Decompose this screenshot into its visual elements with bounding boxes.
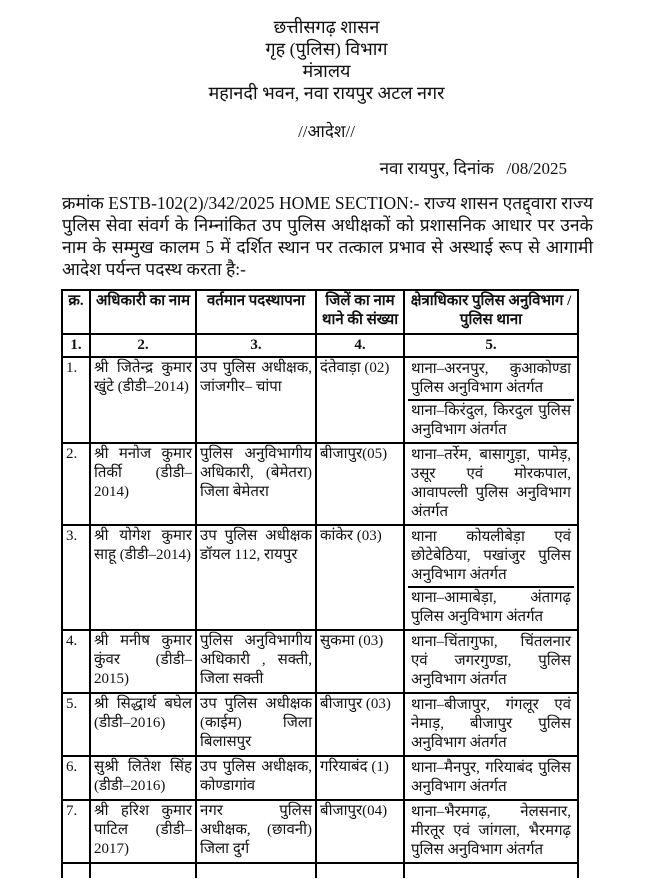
table-row xyxy=(62,357,578,443)
cell-officer-name: श्री जितेन्द्र कुमार खुंटे (डीडी–2014) xyxy=(90,357,196,443)
cell-serial: 6. xyxy=(62,756,90,800)
cell-officer-name: श्री मनीष कुमार कुंवर (डीडी–2015) xyxy=(90,630,196,693)
jurisdiction-entry: थाना–मैनपुर, गरियाबंद पुलिस अनुविभाग अंतर्गत xyxy=(411,760,571,795)
cell-current-posting: पुलिस अनुविभागीय अधिकारी , सक्ती, जिला सक्ती xyxy=(196,630,316,693)
cell-district: बीजापुर(05) xyxy=(316,443,404,525)
jurisdiction-entry: थाना–चिंतागुफा, चिंतलनार एवं जगरगुण्डा, पुलिस अनुविभाग अंतर्गत xyxy=(411,634,571,688)
cell-jurisdiction xyxy=(404,630,578,693)
cell-jurisdiction xyxy=(404,443,578,525)
cell-current-posting: उप पुलिस अधीक्षक, जांजगीर– चांपा xyxy=(196,357,316,443)
cell-officer-name: सुश्री लितेश सिंह (डीडी–2016) xyxy=(90,756,196,800)
cell-serial: 7. xyxy=(62,800,90,863)
letterhead-line-department: गृह (पुलिस) विभाग xyxy=(265,39,388,59)
cell-serial: 4. xyxy=(62,630,90,693)
cell-jurisdiction xyxy=(404,756,578,800)
posting-table xyxy=(61,289,579,878)
header-district: जिलें का नाम थाने की संख्या xyxy=(316,290,404,334)
header-jurisdiction: क्षेत्राधिकार पुलिस अनुविभाग /पुलिस थाना xyxy=(404,290,578,334)
intro-paragraph: क्रमांक ESTB-102(2)/342/2025 HOME SECTION:- राज्य शासन एतद्द्वारा राज्य पुलिस सेवा संवर्ग के निम्नांकित उप पुलिस अधीक्षकों को प्रशासनिक आधार पर उनके नाम के सम्मुख कालम 5 में दर्शित स्थान पर तत्काल प्रभाव से अस्थाई रूप से आगामी आदेश पर्यन्त पदस्थ करता है:- xyxy=(62,193,593,279)
table-row-truncated xyxy=(62,863,578,878)
colnum-4: 4. xyxy=(316,334,404,357)
table-row xyxy=(62,630,578,693)
table-header-row xyxy=(62,290,578,334)
cell-current-posting: उप पुलिस अधीक्षक (काईम) जिला बिलासपुर xyxy=(196,693,316,756)
table-row xyxy=(62,756,578,800)
colnum-2: 2. xyxy=(90,334,196,357)
colnum-5: 5. xyxy=(404,334,578,357)
colnum-3: 3. xyxy=(196,334,316,357)
colnum-1: 1. xyxy=(62,334,90,357)
cell-district: कांकेर (03) xyxy=(316,525,404,630)
cell-jurisdiction xyxy=(404,693,578,756)
cell-current-posting: उप पुलिस अधीक्षक, कोण्डागांव xyxy=(196,756,316,800)
header-serial: क्र. xyxy=(62,290,90,334)
cell-current-posting: नगर पुलिस अधीक्षक, (छावनी) जिला दुर्ग xyxy=(196,800,316,863)
cell-officer-name: श्री मनोज कुमार तिर्की (डीडी–2014) xyxy=(90,443,196,525)
cell-current-posting xyxy=(196,863,316,878)
cell-jurisdiction xyxy=(404,357,578,443)
cell-district: बीजापुर (03) xyxy=(316,693,404,756)
letterhead-line-ministry: मंत्रालय xyxy=(302,61,351,81)
table-row xyxy=(62,443,578,525)
letterhead xyxy=(0,16,653,104)
cell-officer-name: श्री सिद्धार्थ बघेल (डीडी–2016) xyxy=(90,693,196,756)
cell-serial: 3. xyxy=(62,525,90,630)
jurisdiction-entry: थाना–बीजापुर, गंगलूर एवं नेमाड़, बीजापुर पुलिस अनुविभाग अंतर्गत xyxy=(411,697,571,751)
date-line: नवा रायपुर, दिनांक /08/2025 xyxy=(379,159,567,178)
order-title: //आदेश// xyxy=(298,122,355,141)
letterhead-line-address: महानदी भवन, नवा रायपुर अटल नगर xyxy=(208,83,445,103)
cell-serial: 2. xyxy=(62,443,90,525)
jurisdiction-entry: थाना–किरंदुल, किरदुल पुलिस अनुविभाग अंतर्गत xyxy=(408,399,574,441)
cell-jurisdiction xyxy=(404,800,578,863)
cell-serial: 1. xyxy=(62,357,90,443)
jurisdiction-entry: थाना–आमाबेड़ा, अंतागढ़ पुलिस अनुविभाग अंतर्गत xyxy=(408,586,574,628)
header-officer-name: अधिकारी का नाम xyxy=(90,290,196,334)
cell-officer-name xyxy=(90,863,196,878)
cell-current-posting: उप पुलिस अधीक्षक डॉयल 112, रायपुर xyxy=(196,525,316,630)
jurisdiction-entry: थाना–भैरमगढ़, नेलसनार, मीरतूर एवं जांगला, भैरमगढ़ पुलिस अनुविभाग अंतर्गत xyxy=(411,804,571,858)
cell-officer-name: श्री योगेश कुमार साहू (डीडी–2014) xyxy=(90,525,196,630)
letterhead-line-government: छत्तीसगढ़ शासन xyxy=(273,17,380,37)
cell-district xyxy=(316,863,404,878)
cell-serial xyxy=(62,863,90,878)
table-row xyxy=(62,693,578,756)
table-row xyxy=(62,525,578,630)
jurisdiction-entry: थाना कोयलीबेड़ा एवं छोटेबेठिया, पखांजुर पुलिस अनुविभाग अंतर्गत xyxy=(411,529,571,583)
cell-jurisdiction xyxy=(404,525,578,630)
column-number-row xyxy=(62,334,578,357)
cell-district: सुकमा (03) xyxy=(316,630,404,693)
jurisdiction-entry: थाना–अरनपुर, कुआकोण्डा पुलिस अनुविभाग अंतर्गत xyxy=(411,361,571,396)
cell-serial: 5. xyxy=(62,693,90,756)
cell-district: दंतेवाड़ा (02) xyxy=(316,357,404,443)
cell-district: बीजापुर(04) xyxy=(316,800,404,863)
header-current-posting: वर्तमान पदस्थापना xyxy=(196,290,316,334)
cell-jurisdiction xyxy=(404,863,578,878)
table-row xyxy=(62,800,578,863)
jurisdiction-entry: थाना–तर्रेम, बासागुड़ा, पामेड़, उसूर एवं मोरकपाल, आवापल्ली पुलिस अनुविभाग अंतर्गत xyxy=(411,447,571,520)
cell-officer-name: श्री हरिश कुमार पाटिल (डीडी–2017) xyxy=(90,800,196,863)
cell-current-posting: पुलिस अनुविभागीय अधिकारी, (बेमेतरा) जिला बेमेतरा xyxy=(196,443,316,525)
cell-district: गरियाबंद (1) xyxy=(316,756,404,800)
